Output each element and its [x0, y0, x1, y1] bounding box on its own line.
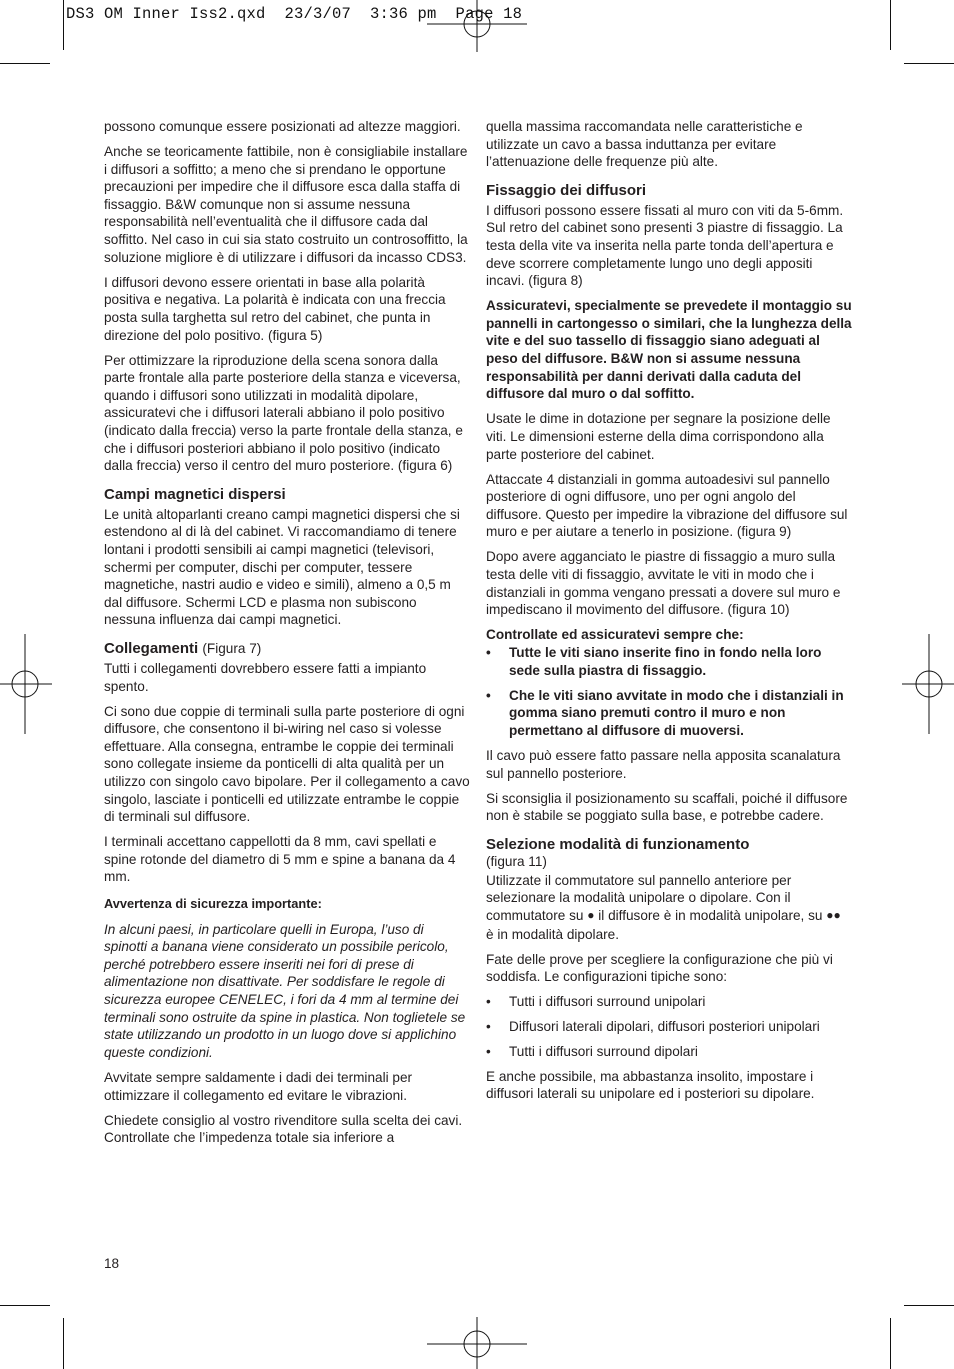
double-dot-icon: ●●: [826, 907, 841, 922]
heading-text: Collegamenti: [104, 639, 199, 657]
registration-mark-bottom: [427, 1317, 527, 1369]
bold-warning-paragraph: Assicuratevi, specialmente se prevedete il montaggio su pannelli in cartongesso o similari, che la lunghezza della vite e del suo tassello di fissaggio siano adeguati al peso del diffusore. B&W non si assume nessuna responsabilità per danni derivati dalla caduta del diffusore dal muro o dal soffitto.: [486, 298, 852, 402]
paragraph: Fate delle prove per scegliere la configurazione che più vi soddisfa. Le configurazioni tipiche sono:: [486, 951, 833, 985]
heading-fissaggio: Fissaggio dei diffusori: [486, 181, 647, 199]
paragraph: I diffusori possono essere fissati al muro con viti da 5-6mm. Sul retro del cabinet sono presenti 3 piastre di fissaggio. La testa della vite va inserita nella parte tonda dell’apertura e deve scorrere completamente lungo uno degli appositi incavi. (figura 8): [486, 202, 844, 289]
list-item: • Tutti i diffusori surround dipolari: [486, 1043, 698, 1059]
print-slug: DS3 OM Inner Iss2.qxd 23/3/07 3:36 pm Page 18: [66, 5, 523, 23]
bullet-icon: •: [486, 1018, 491, 1034]
paragraph: Tutti i collegamenti dovrebbero essere fatti a impianto spento.: [104, 660, 427, 694]
heading-text: Selezione modalità di funzionamento: [486, 835, 750, 853]
heading-selezione-modalita: [486, 836, 852, 870]
safety-warning-text: In alcuni paesi, in particolare quelli in Europa, l’uso di spinotti a banana viene considerato un possibile pericolo, perché potrebbero essere inseriti nei fori di prese di alimentazione non disattivate. Per soddisfare le regole di sicurezza europee CENELEC, i fori da 4 mm al termine dei terminali sono ostruite da spine in plastica. Non toglietele se state utilizzando un prodotto in un luogo dove si applichino queste condizioni.: [104, 921, 466, 1060]
paragraph: Usate le dime in dotazione per segnare la posizione delle viti. Le dimensioni esterne della dima corrispondono alla parte posteriore del cabinet.: [486, 411, 831, 462]
paragraph: Il cavo può essere fatto passare nella apposita scanalatura sul pannello posteriore.: [486, 747, 841, 781]
list-item: • Tutte le viti siano inserite fino in fondo nella loro sede sulla piastra di fissaggio.: [486, 644, 822, 678]
heading-collegamenti: [104, 640, 470, 658]
paragraph: Utilizzate il commutatore sul pannello anteriore per selezionare la modalità unipolare o dipolare. Con il commutatore su ● il diffusore è in modalità unipolare, su ●● è in modalità dipolare.: [486, 872, 841, 942]
figure-reference: (figura 11): [486, 853, 547, 869]
paragraph: Chiedete consiglio al vostro rivenditore sulla scelta dei cavi. Controllate che l’impedenza totale sia inferiore a: [104, 1112, 463, 1146]
paragraph: E anche possibile, ma abbastanza insolito, impostare i diffusori laterali su unipolare ed i posteriori su dipolare.: [486, 1068, 815, 1102]
paragraph: I terminali accettano cappellotti da 8 mm, cavi spellati e spine rotonde del diametro di 5 mm e spine a banana da 4 mm.: [104, 834, 456, 885]
paragraph: Anche se teoricamente fattibile, non è consigliabile installare i diffusori a soffitto; a meno che si prendano le opportune precauzioni per impedire che il diffusore esca dalla staffa di fissaggio. B&W comunque non si assume nessuna responsabilità nell’eventualità che il diffusore cada dal soffitto. Nel caso in cui sia stato costruito un controsoffitto, la soluzione migliore è di utilizzare i diffusori da incasso CDS3.: [104, 144, 468, 265]
paragraph: Le unità altoparlanti creano campi magnetici dispersi che si estendono al di là del cabinet. Vi raccomandiamo di tenere lontani i prodotti sensibili ai campi magnetici (televisori, schermi per computer, dischi per computer, tessere magnetiche, nastri audio e video e simili), almeno a 0,5 m dal diffusore. Schermi LCD e plasma non subiscono nessuna influenza dai campi magnetici.: [104, 506, 460, 628]
paragraph: Attaccate 4 distanziali in gomma autoadesivi sul pannello posteriore di ogni diffusore, uno per ogni angolo del diffusore. Questo per impedire la vibrazione del diffusore sul muro e per aiutare a tenerlo in posizione. (figura 9): [486, 471, 848, 540]
config-list: [486, 993, 852, 1060]
registration-mark-top: [427, 0, 527, 52]
paragraph: Avvitate sempre saldamente i dadi dei terminali per ottimizzare il collegamento ed evitare le vibrazioni.: [104, 1069, 413, 1103]
bullet-icon: •: [486, 1043, 491, 1059]
single-dot-icon: ●: [587, 907, 595, 922]
registration-mark-right: [902, 634, 954, 734]
paragraph: I diffusori devono essere orientati in base alla polarità positiva e negativa. La polarità è indicata con una freccia posta sulla targhetta sul retro del cabinet, che punta in direzione del polo positivo. (figura 5): [104, 274, 446, 343]
figure-reference: (Figura 7): [202, 640, 262, 656]
paragraph: Si sconsiglia il posizionamento su scaffali, poiché il diffusore non è stabile se poggiato sulla base, e potrebbe cadere.: [486, 790, 848, 824]
right-column: [486, 118, 852, 1110]
bullet-icon: •: [486, 687, 491, 703]
paragraph: Dopo avere agganciato le piastre di fissaggio a muro sulla testa delle viti di fissaggio, avvitate le viti in modo che i distanziali in gomma vengano pressati a dovere sul muro e impediscano il movimento del diffusore. (figura 10): [486, 549, 841, 618]
left-column: [104, 118, 470, 1154]
checklist-title: Controllate ed assicuratevi sempre che:: [486, 627, 744, 643]
list-item: • Che le viti siano avvitate in modo che i distanziali in gomma siano premuti contro il muro e non permettano al diffusore di muoversi.: [486, 687, 844, 738]
safety-warning-title: Avvertenza di sicurezza importante:: [104, 896, 322, 912]
heading-campi-magnetici: Campi magnetici dispersi: [104, 485, 286, 503]
checklist: [486, 644, 852, 739]
paragraph: Ci sono due coppie di terminali sulla parte posteriore di ogni diffusore, che consentono il bi-wiring nel caso si volesse effettuare. Alla consegna, entrambe le coppie dei terminali sono collegate insieme da ponticelli di alta qualità per un utilizzo con singolo cavo bipolare. Per il collegamento a cavo singolo, lasciate i ponticelli ed utilizzate entrambe le coppie di terminali sul diffusore.: [104, 703, 470, 825]
list-item: • Diffusori laterali dipolari, diffusori posteriori unipolari: [486, 1018, 820, 1034]
bullet-icon: •: [486, 994, 491, 1010]
registration-mark-left: [0, 634, 52, 734]
paragraph: possono comunque essere posizionati ad altezze maggiori.: [104, 119, 461, 134]
paragraph: quella massima raccomandata nelle caratteristiche e utilizzate un cavo a bassa induttanza per evitare l’attenuazione delle frequenze più alte.: [486, 119, 803, 170]
paragraph: Per ottimizzare la riproduzione della scena sonora dalla parte frontale alla parte posteriore della stanza e viceversa, quando i diffusori sono utilizzati in modalità dipolare, assicuratevi che i diffusori laterali abbiano il polo positivo (indicato dalla freccia) verso la parte frontale della stanza, e che i diffusori posteriori abbiano il polo positivo (indicato dalla freccia) verso il centro del muro posteriore. (figura 6): [104, 352, 463, 474]
page-number: 18: [104, 1256, 120, 1271]
bullet-icon: •: [486, 644, 491, 660]
list-item: • Tutti i diffusori surround unipolari: [486, 994, 706, 1010]
